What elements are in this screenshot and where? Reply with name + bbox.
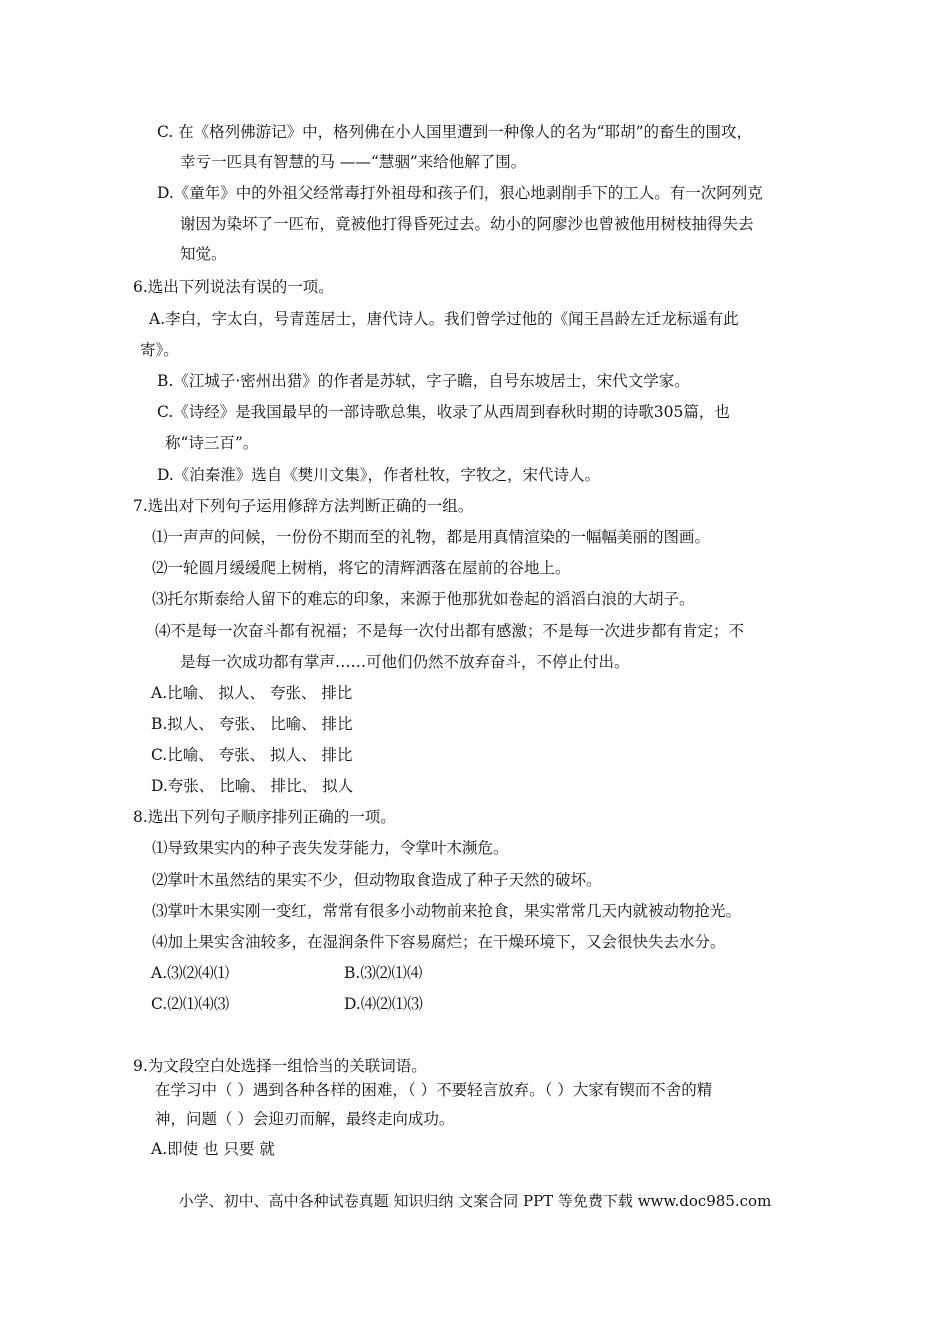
q7-sentence-1: ⑴一声声的问候，一份份不期而至的礼物，都是用真情渲染的一幅幅美丽的图画。 (152, 528, 711, 546)
q9-passage-line2: 神，问题（ ）会迎刃而解，最终走向成功。 (155, 1110, 455, 1128)
q8-option-c: C.⑵⑴⑷⑶ (151, 995, 230, 1013)
q5-option-c-line1: C. 在《格列佛游记》中，格列佛在小人国里遭到一种像人的名为“耶胡”的畜生的围攻， (157, 123, 753, 141)
q7-option-d: D.夸张、 比喻、 排比、 拟人 (151, 777, 354, 795)
q6-option-c-line1: C.《诗经》是我国最早的一部诗歌总集，收录了从西周到春秋时期的诗歌305篇，也 (157, 403, 730, 421)
q7-option-b: B.拟人、 夸张、 比喻、 排比 (151, 715, 353, 733)
q6-option-c-line2: 称“诗三百”。 (165, 434, 259, 452)
q8-option-a: A.⑶⑵⑷⑴ (151, 964, 230, 982)
q8-sentence-4: ⑷加上果实含油较多，在湿润条件下容易腐烂；在干燥环境下，又会很快失去水分。 (152, 933, 726, 951)
q7-sentence-4-line1: ⑷不是每一次奋斗都有祝福；不是每一次付出都有感激；不是每一次进步都有肯定；不 (155, 622, 745, 640)
q7-sentence-3: ⑶托尔斯泰给人留下的难忘的印象，来源于他那犹如卷起的滔滔白浪的大胡子。 (152, 590, 695, 608)
page-footer: 小学、初中、高中各种试卷真题 知识归纳 文案合同 PPT 等免费下载 www.doc985.com (178, 1192, 772, 1210)
q6-option-a-line2: 寄》。 (140, 341, 179, 359)
q8-stem: 8.选出下列句子顺序排列正确的一项。 (133, 808, 396, 826)
q7-sentence-4-line2: 是每一次成功都有掌声……可他们仍然不放弃奋斗，不停止付出。 (180, 653, 630, 671)
q6-option-b: B.《江城子·密州出猎》的作者是苏轼，字子瞻，自号东坡居士，宋代文学家。 (157, 372, 690, 390)
q9-option-a: A.即使 也 只要 就 (151, 1140, 275, 1158)
q8-sentence-3: ⑶掌叶木果实刚一变红，常常有很多小动物前来抢食，果实常常几天内就被动物抢光。 (152, 902, 742, 920)
q7-sentence-2: ⑵一轮圆月缓缓爬上树梢，将它的清辉洒落在屋前的谷地上。 (152, 559, 571, 577)
q5-option-d-line2: 谢因为染坏了一匹布，竟被他打得昏死过去。幼小的阿廖沙也曾被他用树枝抽得失去 (180, 215, 754, 233)
q9-stem: 9.为文段空白处选择一组恰当的关联词语。 (133, 1057, 427, 1075)
q6-stem: 6.选出下列说法有误的一项。 (133, 278, 334, 296)
q8-sentence-2: ⑵掌叶木虽然结的果实不少，但动物取食造成了种子天然的破坏。 (152, 871, 602, 889)
q7-option-c: C.比喻、 夸张、 拟人、 排比 (151, 746, 353, 764)
q8-sentence-1: ⑴导致果实内的种子丧失发芽能力，令掌叶木濒危。 (152, 839, 509, 857)
q8-option-d: D.⑷⑵⑴⑶ (344, 995, 423, 1013)
q6-option-a-line1: A.李白，字太白，号青莲居士，唐代诗人。我们曾学过他的《闻王昌龄左迁龙标遥有此 (149, 310, 739, 328)
q5-option-d-line3: 知觉。 (180, 245, 227, 263)
q5-option-d-line1: D.《童年》中的外祖父经常毒打外祖母和孩子们，狠心地剥削手下的工人。有一次阿列克 (157, 184, 763, 202)
q5-option-c-line2: 幸亏一匹具有智慧的马 ——“慧骃”来给他解了围。 (180, 153, 527, 171)
q7-option-a: A.比喻、 拟人、 夸张、 排比 (151, 684, 353, 702)
q9-passage-line1: 在学习中（ ）遇到各种各样的困难，（ ）不要轻言放弃。（ ）大家有锲而不舍的精 (155, 1081, 713, 1099)
q8-option-b: B.⑶⑵⑴⑷ (344, 964, 423, 982)
q7-stem: 7.选出对下列句子运用修辞方法判断正确的一组。 (133, 497, 474, 515)
q6-option-d: D.《泊秦淮》选自《樊川文集》，作者杜牧，字牧之，宋代诗人。 (157, 466, 601, 484)
